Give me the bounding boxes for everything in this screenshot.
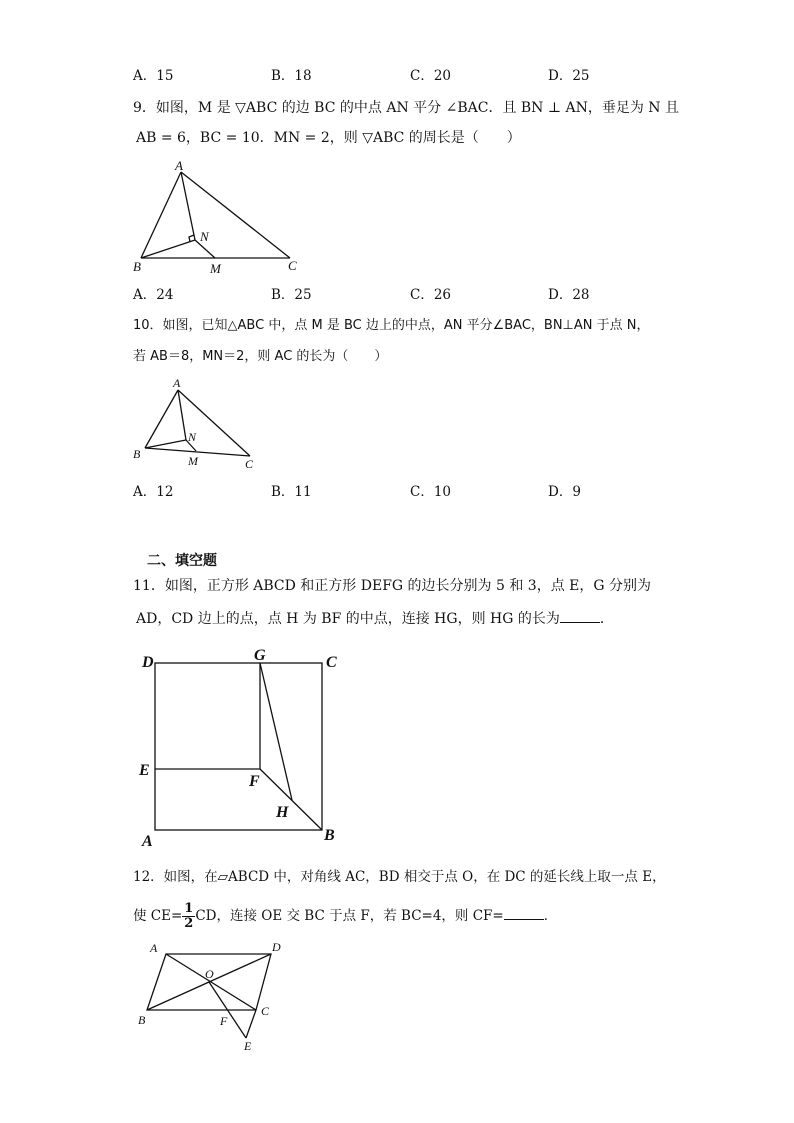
q11-label-e: E — [139, 762, 150, 779]
q9-stem-line2: AB = 6，BC = 10．MN = 2，则 ▽ABC 的周长是（ ） — [136, 130, 521, 146]
q12-stem-line2-end: ． — [543, 908, 558, 924]
q8-option-c[interactable]: C．20 — [410, 68, 452, 84]
q12-fraction-numerator: 1 — [184, 901, 194, 916]
q12-stem-line1: 12．如图，在▱ABCD 中，对角线 AC，BD 相交于点 O，在 DC 的延长线上取一点 E， — [133, 869, 666, 885]
q10-label-a: A — [173, 376, 181, 390]
q11-label-f: F — [249, 773, 260, 790]
q9-label-c: C — [288, 258, 297, 273]
q11-label-c: C — [326, 654, 337, 671]
q9-label-m: M — [210, 261, 221, 276]
q10-label-m: M — [188, 454, 198, 468]
q12-label-b: B — [138, 1013, 146, 1027]
q10-stem-line2: 若 AB＝8，MN＝2，则 AC 的长为（ ） — [133, 349, 388, 364]
q9-label-b: B — [133, 259, 141, 274]
q10-stem-line1: 10．如图，已知△ABC 中，点 M 是 BC 边上的中点，AN 平分∠BAC，BN⊥AN 于点 N， — [133, 318, 650, 333]
q12-label-e: E — [244, 1039, 252, 1053]
q12-label-d: D — [272, 940, 281, 954]
q12-stem-line2-middle: CD，连接 OE 交 BC 于点 F，若 BC=4，则 CF= — [195, 908, 504, 924]
q10-option-c[interactable]: C．10 — [410, 484, 452, 500]
q10-label-b: B — [133, 447, 141, 461]
q12-stem-line2-start: 使 CE= — [133, 908, 183, 924]
q11-stem-line1: 11．如图，正方形 ABCD 和正方形 DEFG 的边长分别为 5 和 3，点 E，G 分别为 — [133, 578, 652, 594]
q9-label-n: N — [200, 229, 209, 244]
q11-label-d: D — [142, 654, 154, 671]
q12-label-a: A — [150, 941, 158, 955]
q10-option-a[interactable]: A．12 — [133, 484, 174, 500]
q10-option-d[interactable]: D．9 — [548, 484, 581, 500]
q11-label-g: G — [254, 647, 266, 664]
q11-label-a: A — [142, 833, 153, 850]
q11-label-b: B — [324, 827, 335, 844]
q9-option-a[interactable]: A．24 — [133, 287, 174, 303]
q9-option-b[interactable]: B．25 — [271, 287, 312, 303]
q12-extension-ce — [246, 1010, 256, 1038]
q10-label-n: N — [188, 430, 197, 444]
q11-stem-line2-text: AD，CD 边上的点，点 H 为 BF 的中点，连接 HG，则 HG 的长为 — [136, 611, 560, 627]
q9-option-c[interactable]: C．26 — [410, 287, 452, 303]
q9-label-a: A — [175, 158, 183, 173]
q8-option-b[interactable]: B．18 — [271, 68, 312, 84]
q11-label-h: H — [276, 804, 289, 821]
q12-label-c: C — [261, 1004, 270, 1018]
q9-stem-line1: 9．如图，M 是 ▽ABC 的边 BC 的中点 AN 平分 ∠BAC．且 BN ⊥ AN，垂足为 N 且 — [133, 100, 680, 116]
q10-label-c: C — [245, 457, 254, 471]
q11-stem-line2-end: ． — [599, 611, 614, 627]
q9-option-d[interactable]: D．28 — [548, 287, 590, 303]
q12-label-f: F — [220, 1014, 228, 1028]
q12-label-o: O — [205, 967, 214, 981]
q12-fraction-denominator: 2 — [184, 916, 194, 931]
section-heading: 二、填空题 — [147, 553, 217, 569]
q12-diagonal-ac — [166, 954, 256, 1010]
q8-option-d[interactable]: D．25 — [548, 68, 590, 84]
q10-option-b[interactable]: B．11 — [271, 484, 312, 500]
q8-option-a[interactable]: A．15 — [133, 68, 174, 84]
